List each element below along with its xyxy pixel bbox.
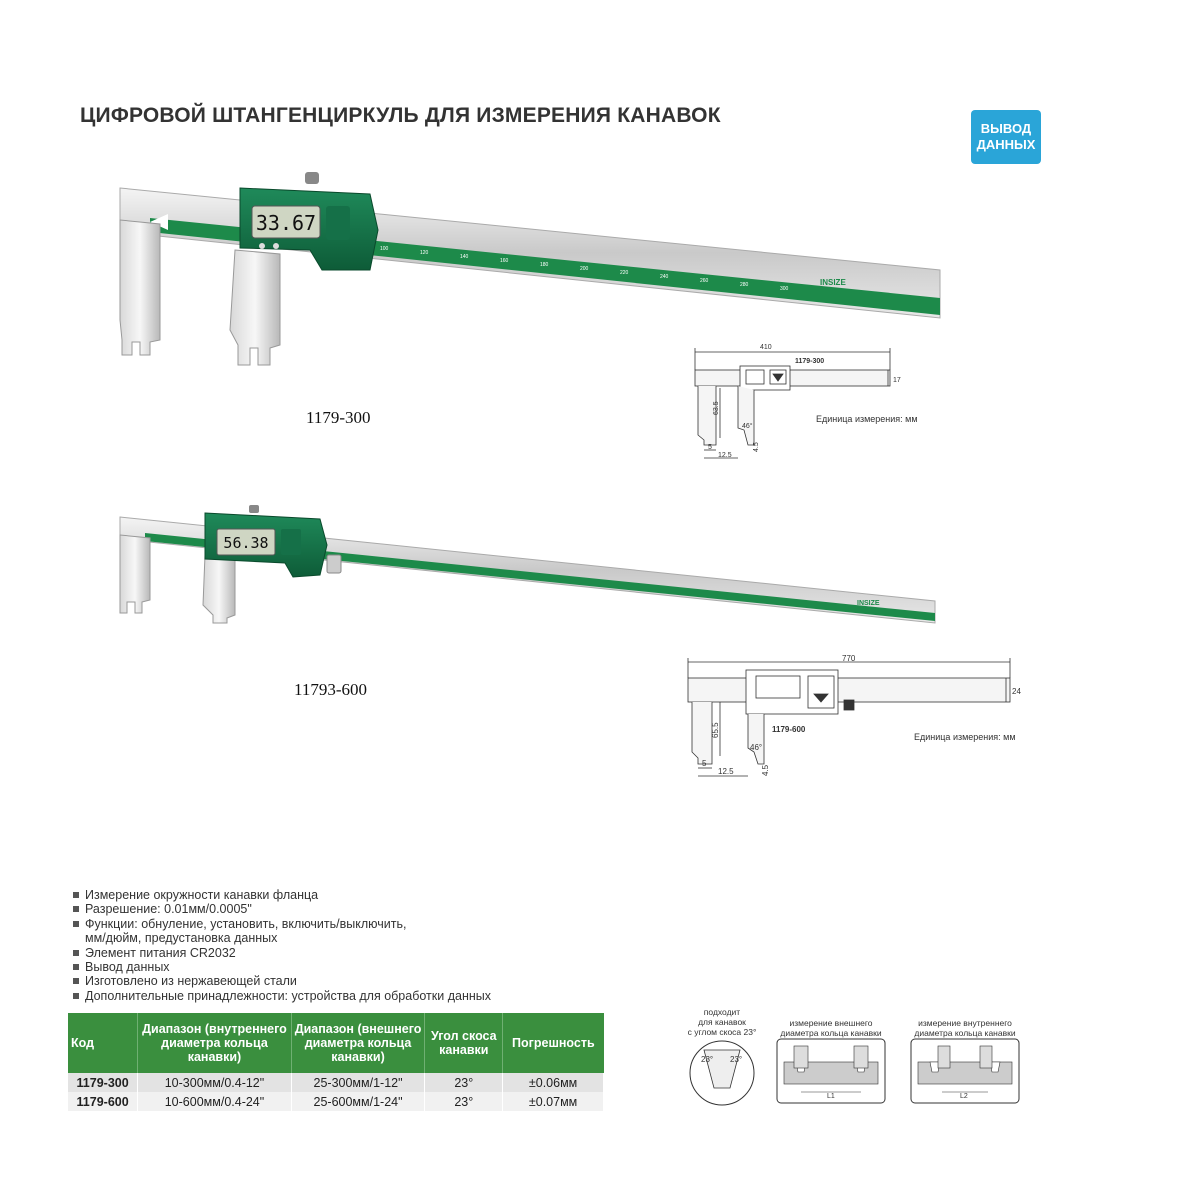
dim-overall-600: 770 bbox=[842, 654, 856, 663]
display-readout-600: 56.38 bbox=[223, 534, 269, 552]
data-output-badge bbox=[971, 110, 1041, 164]
feature-item: Изготовлено из нержавеющей стали bbox=[70, 974, 590, 988]
feature-item: Элемент питания CR2032 bbox=[70, 946, 590, 960]
header-outer-range: Диапазон (внешнего диаметра кольца канавки) bbox=[291, 1013, 425, 1073]
cell-code: 1179-600 bbox=[68, 1092, 138, 1111]
feature-list bbox=[70, 888, 590, 1003]
dim-w1-600: 5 bbox=[702, 759, 707, 768]
table-header-row bbox=[68, 1013, 604, 1073]
feature-item-continued: мм/дюйм, предустановка данных bbox=[85, 931, 278, 946]
inner-caption-line-2: диаметра кольца канавки bbox=[914, 1028, 1016, 1038]
feature-item: Разрешение: 0.01мм/0.0005" bbox=[70, 902, 590, 916]
dim-angle-300: 46° bbox=[742, 423, 753, 430]
svg-text:300: 300 bbox=[780, 286, 789, 292]
groove-caption-line-2: для канавок bbox=[698, 1017, 746, 1027]
brand-logo-600: INSIZE bbox=[857, 600, 880, 607]
dim-w1-300: 5 bbox=[708, 444, 712, 451]
unit-note-300: Единица измерения: мм bbox=[816, 414, 918, 424]
svg-text:220: 220 bbox=[620, 270, 629, 276]
cell-code: 1179-300 bbox=[68, 1073, 138, 1092]
svg-text:100: 100 bbox=[380, 246, 389, 252]
svg-text:240: 240 bbox=[660, 274, 669, 280]
dim-w2-300: 12.5 bbox=[718, 452, 732, 459]
drawing-300 bbox=[690, 340, 920, 460]
drawing-600 bbox=[680, 652, 1025, 782]
header-code: Код bbox=[68, 1013, 138, 1073]
groove-angle-left: 23° bbox=[701, 1055, 714, 1064]
inner-dim-label: L2 bbox=[960, 1093, 968, 1100]
outer-measure-diagram bbox=[776, 1038, 886, 1104]
feature-item: Вывод данных bbox=[70, 960, 590, 974]
outer-dim-label: L1 bbox=[827, 1093, 835, 1100]
header-accuracy: Погрешность bbox=[503, 1013, 604, 1073]
dim-tip-300: 4.5 bbox=[753, 442, 760, 452]
page-title: ЦИФРОВОЙ ШТАНГЕНЦИРКУЛЬ ДЛЯ ИЗМЕРЕНИЯ КАНАВОК bbox=[80, 104, 721, 127]
cell-outer-range: 25-600мм/1-24" bbox=[291, 1092, 425, 1111]
svg-text:180: 180 bbox=[540, 262, 549, 268]
feature-item: Дополнительные принадлежности: устройства для обработки данных bbox=[70, 989, 590, 1003]
svg-text:260: 260 bbox=[700, 278, 709, 284]
dim-angle-600: 46° bbox=[750, 743, 763, 752]
drawing-label-300: 1179-300 bbox=[795, 358, 825, 365]
outer-measure-caption bbox=[772, 1018, 890, 1038]
dim-height-300: 17 bbox=[893, 377, 901, 384]
cell-bevel-angle: 23° bbox=[425, 1073, 503, 1092]
feature-item: Функции: обнуление, установить, включить/выключить, bbox=[70, 917, 590, 931]
groove-caption-line-3: с углом скоса 23° bbox=[687, 1027, 757, 1037]
groove-angle-diagram bbox=[684, 1038, 764, 1108]
inner-caption-line-1: измерение внутреннего bbox=[918, 1018, 1012, 1028]
dim-w2-600: 12.5 bbox=[718, 767, 734, 776]
spec-table bbox=[68, 1013, 604, 1111]
svg-text:140: 140 bbox=[460, 254, 469, 260]
badge-line-2: ДАННЫХ bbox=[976, 137, 1036, 152]
dim-jaw-600: 65.5 bbox=[711, 722, 720, 738]
table-row bbox=[68, 1073, 604, 1092]
groove-caption-line-1: подходит bbox=[703, 1007, 741, 1017]
cell-outer-range: 25-300мм/1-12" bbox=[291, 1073, 425, 1092]
dim-overall-300: 410 bbox=[760, 344, 772, 351]
feature-item: Измерение окружности канавки фланца bbox=[70, 888, 590, 902]
svg-text:120: 120 bbox=[420, 250, 429, 256]
cell-inner-range: 10-600мм/0.4-24" bbox=[138, 1092, 291, 1111]
dim-tip-600: 4.5 bbox=[761, 764, 770, 776]
header-inner-range: Диапазон (внутреннего диаметра кольца канавки) bbox=[138, 1013, 291, 1073]
inner-measure-diagram bbox=[910, 1038, 1020, 1104]
display-readout-300: 33.67 bbox=[255, 211, 317, 235]
groove-caption bbox=[672, 1007, 772, 1037]
cell-inner-range: 10-300мм/0.4-12" bbox=[138, 1073, 291, 1092]
dim-jaw-300: 63.5 bbox=[713, 401, 720, 415]
cell-accuracy: ±0.07мм bbox=[503, 1092, 604, 1111]
svg-text:160: 160 bbox=[500, 258, 509, 264]
table-row bbox=[68, 1092, 604, 1111]
cell-accuracy: ±0.06мм bbox=[503, 1073, 604, 1092]
caliper-600-photo bbox=[105, 505, 940, 635]
model-label-600: 11793-600 bbox=[294, 680, 368, 699]
outer-caption-line-2: диаметра кольца канавки bbox=[780, 1028, 882, 1038]
brand-logo: INSIZE bbox=[820, 278, 846, 287]
cell-bevel-angle: 23° bbox=[425, 1092, 503, 1111]
unit-note-600: Единица измерения: мм bbox=[914, 732, 1016, 742]
inner-measure-caption bbox=[906, 1018, 1024, 1038]
svg-text:200: 200 bbox=[580, 266, 589, 272]
dim-height-600: 24 bbox=[1012, 687, 1021, 696]
outer-caption-line-1: измерение внешнего bbox=[789, 1018, 873, 1028]
drawing-label-600: 1179-600 bbox=[772, 725, 806, 734]
svg-text:280: 280 bbox=[740, 282, 749, 288]
badge-line-1: ВЫВОД bbox=[980, 121, 1032, 136]
groove-angle-right: 23° bbox=[730, 1055, 743, 1064]
header-bevel-angle: Угол скоса канавки bbox=[425, 1013, 503, 1073]
model-label-300: 1179-300 bbox=[306, 408, 371, 427]
